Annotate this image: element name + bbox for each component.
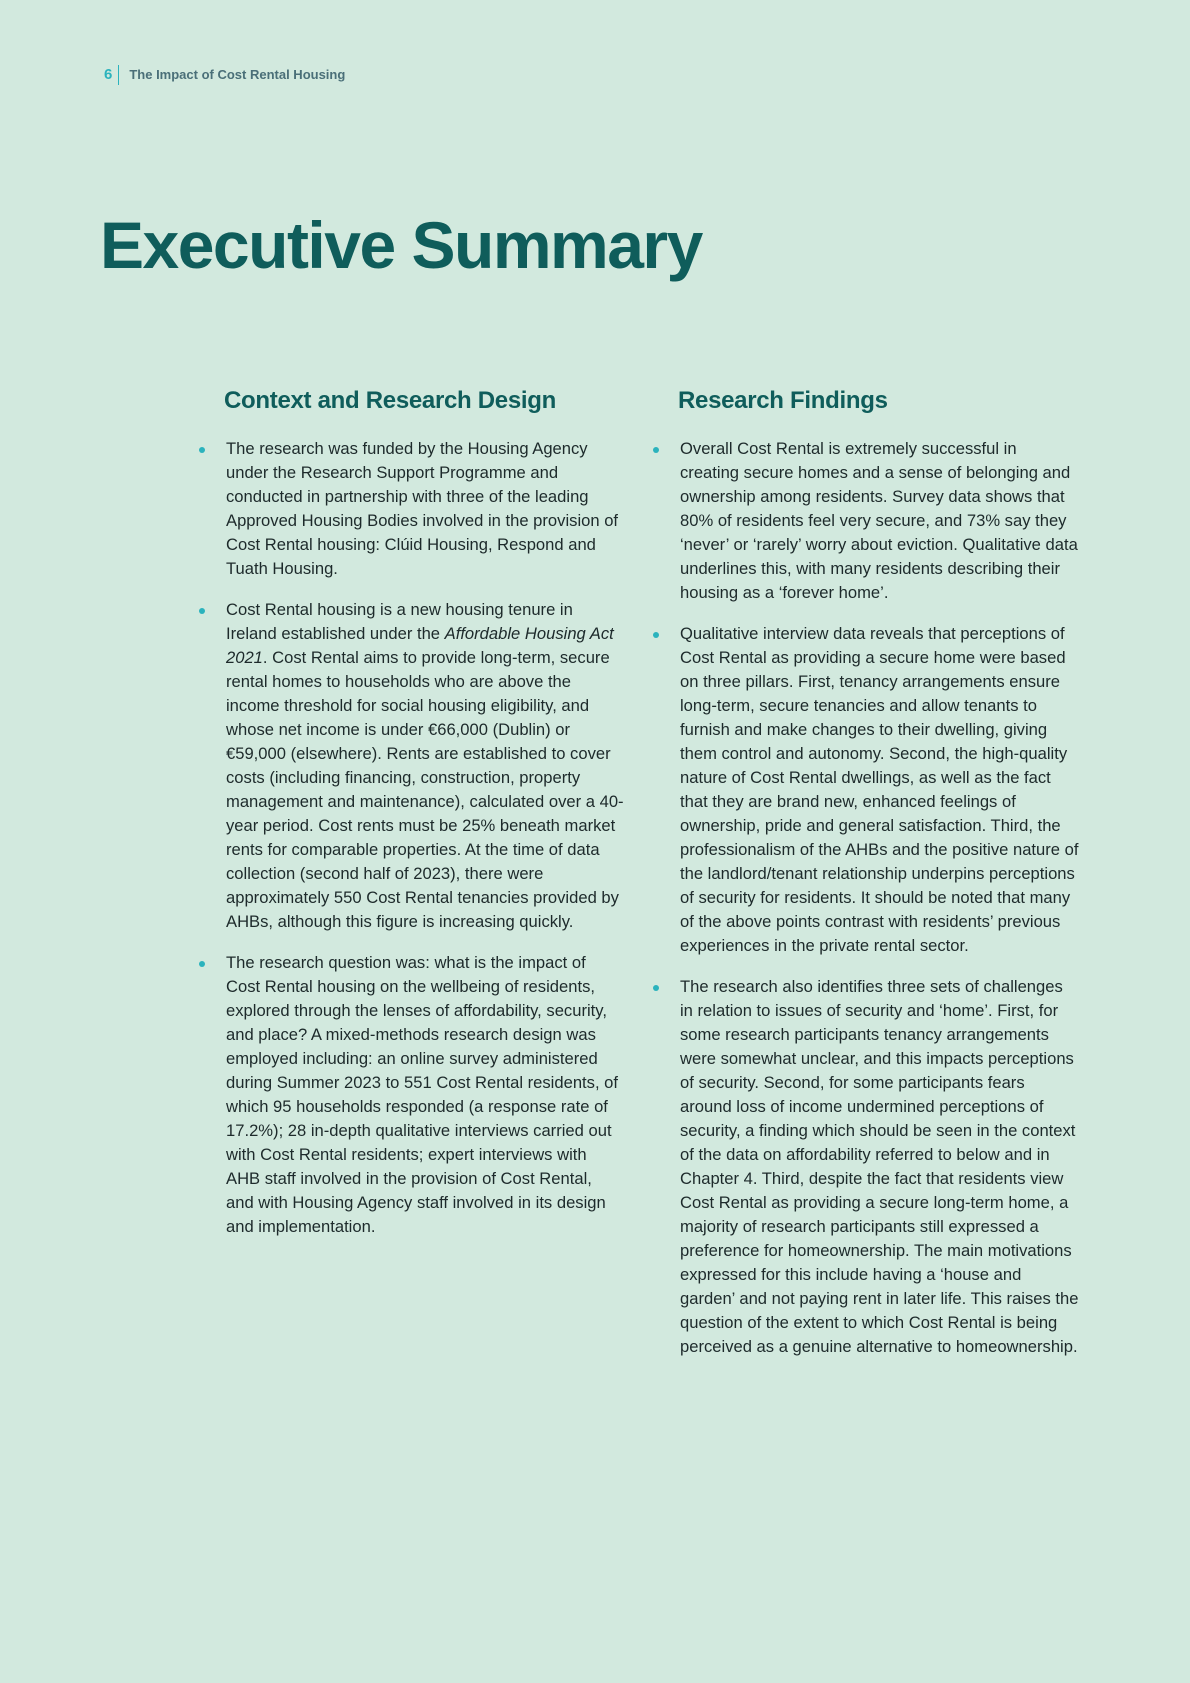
- running-header: [104, 64, 345, 86]
- bullet-item: [196, 437, 624, 581]
- section-heading-context: Context and Research Design: [224, 387, 556, 414]
- bullet-text: Qualitative interview data reveals that perceptions of Cost Rental as providing a secure home were based on three pillars. First, tenancy arrangements ensure long-term, secure tenancies and allow tenants to furnish and make changes to their dwelling, giving them control and autonomy. Second, the high-quality nature of Cost Rental dwellings, as well as the fact that they are brand new, enhanced feelings of ownership, pride and general satisfaction. Third, the professionalism of the AHBs and the positive nature of the landlord/tenant relationship underpins perceptions of security for residents. It should be noted that many of the above points contrast with residents’ previous experiences in the private rental sector.: [680, 624, 1079, 955]
- bullet-dot-icon: [653, 985, 659, 991]
- act-name: Affordable Housing Act 2021: [226, 624, 614, 667]
- bullet-text: Overall Cost Rental is extremely successful in creating secure homes and a sense of belonging and ownership among residents. Survey data shows that 80% of residents feel very secure, and 73% say they ‘never’ or ‘rarely’ worry about eviction. Qualitative data underlines this, with many residents describing their housing as a ‘forever home’.: [680, 439, 1078, 602]
- bullet-item: [650, 622, 1080, 958]
- bullet-dot-icon: [653, 447, 659, 453]
- bullet-item: [196, 598, 624, 934]
- bullet-dot-icon: [199, 961, 205, 967]
- section-heading-findings: Research Findings: [678, 387, 888, 414]
- bullet-item: [650, 975, 1080, 1359]
- bullet-text-post: . Cost Rental aims to provide long-term, secure rental homes to households who are above the income threshold for social housing eligibility, and whose net income is under €66,000 (Dublin) or €59,000 (elsewhere). Rents are established to cover costs (including financing, construction, property management and maintenance), calculated over a 40-year period. Cost rents must be 25% beneath market rents for comparable properties. At the time of data collection (second half of 2023), there were approximately 550 Cost Rental tenancies provided by AHBs, although this figure is increasing quickly.: [226, 648, 624, 931]
- running-title: The Impact of Cost Rental Housing: [129, 67, 346, 82]
- research-findings-section: [650, 384, 1080, 1376]
- bullet-text: The research question was: what is the impact of Cost Rental housing on the wellbeing of residents, explored through the lenses of affordability, security, and place? A mixed-methods research design was employed including: an online survey administered during Summer 2023 to 551 Cost Rental residents, of which 95 households responded (a response rate of 17.2%); 28 in-depth qualitative interviews carried out with Cost Rental residents; expert interviews with AHB staff involved in the provision of Cost Rental, and with Housing Agency staff involved in its design and implementation.: [226, 953, 619, 1236]
- findings-bullet-list: [650, 437, 1080, 1359]
- bullet-dot-icon: [199, 447, 205, 453]
- bullet-text-pre: Cost Rental housing is a new housing tenure in Ireland established under the: [226, 600, 573, 643]
- bullet-text: The research also identifies three sets of challenges in relation to issues of security and ‘home’. First, for some research participants tenancy arrangements were somewhat unclear, and this impacts perceptions of security. Second, for some participants fears around loss of income undermined perceptions of security, a finding which should be seen in the context of the data on affordability referred to below and in Chapter 4. Third, despite the fact that residents view Cost Rental as providing a secure long-term home, a majority of research participants still expressed a preference for homeownership. The main motivations expressed for this include having a ‘house and garden’ and not paying rent in later life. This raises the question of the extent to which Cost Rental is being perceived as a genuine alternative to homeownership.: [680, 977, 1079, 1356]
- bullet-text: The research was funded by the Housing Agency under the Research Support Programme and conducted in partnership with three of the leading Approved Housing Bodies involved in the provision of Cost Rental housing: Clúid Housing, Respond and Tuath Housing.: [226, 439, 619, 578]
- bullet-dot-icon: [199, 608, 205, 614]
- bullet-dot-icon: [653, 632, 659, 638]
- bullet-item: [196, 951, 624, 1239]
- context-bullet-list: [196, 437, 624, 1239]
- page-number: 6: [104, 65, 119, 85]
- bullet-item: [650, 437, 1080, 605]
- page-title: Executive Summary: [100, 208, 702, 282]
- context-research-design-section: [196, 384, 624, 1256]
